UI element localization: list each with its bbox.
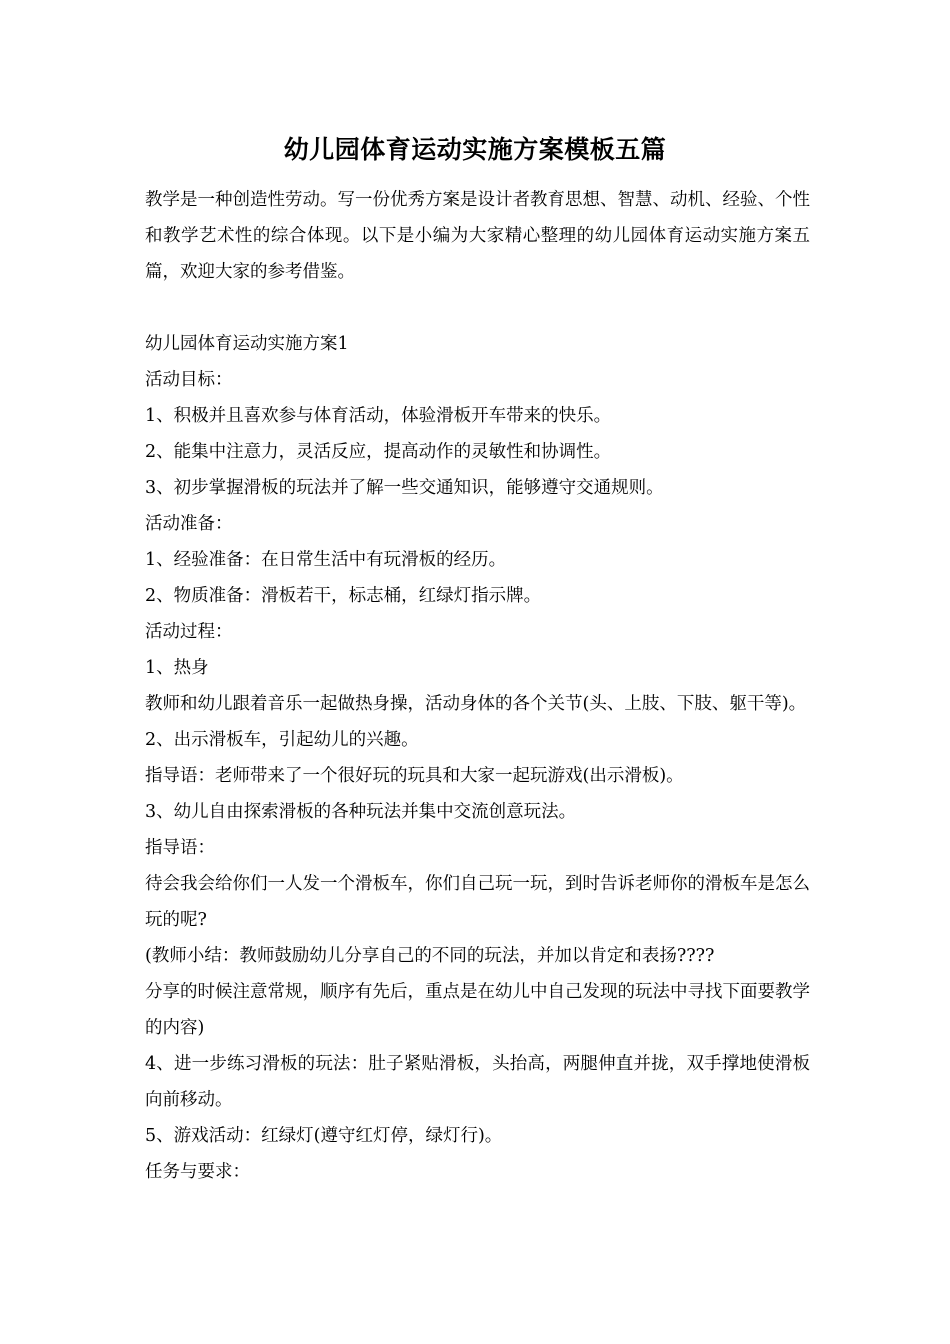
- preparation-item: 2、物质准备：滑板若干，标志桶，红绿灯指示牌。: [145, 586, 542, 606]
- section-heading: 幼儿园体育运动实施方案1: [145, 334, 349, 354]
- preparation-item: 1、经验准备：在日常生活中有玩滑板的经历。: [145, 550, 507, 570]
- label-activity-process: 活动过程：: [145, 622, 233, 642]
- goal-item: 2、能集中注意力，灵活反应，提高动作的灵敏性和协调性。: [145, 442, 612, 462]
- process-step: 2、出示滑板车，引起幼儿的兴趣。: [145, 730, 419, 750]
- teacher-summary: 分享的时候注意常规，顺序有先后，重点是在幼儿中自己发现的玩法中寻找下面要教学的内容): [145, 982, 810, 1038]
- teacher-summary: (教师小结：教师鼓励幼儿分享自己的不同的玩法，并加以肯定和表扬????: [145, 946, 715, 966]
- intro-paragraph: 教学是一种创造性劳动。写一份优秀方案是设计者教育思想、智慧、动机、经验、个性和教学艺术性的综合体现。以下是小编为大家精心整理的幼儿园体育运动实施方案五篇，欢迎大家的参考借鉴。: [145, 190, 810, 282]
- goal-item: 1、积极并且喜欢参与体育活动，体验滑板开车带来的快乐。: [145, 406, 612, 426]
- process-step: 3、幼儿自由探索滑板的各种玩法并集中交流创意玩法。: [145, 802, 577, 822]
- guidance-label: 指导语：: [145, 838, 215, 858]
- intro-section: [145, 182, 810, 290]
- process-step: 5、游戏活动：红绿灯(遵守红灯停，绿灯行)。: [145, 1126, 503, 1146]
- process-step: 4、进一步练习滑板的玩法：肚子紧贴滑板，头抬高，两腿伸直并拢，双手撑地使滑板向前移动。: [145, 1054, 810, 1110]
- process-step: 1、热身: [145, 658, 209, 678]
- goal-item: 3、初步掌握滑板的玩法并了解一些交通知识，能够遵守交通规则。: [145, 478, 664, 498]
- process-text: 教师和幼儿跟着音乐一起做热身操，活动身体的各个关节(头、上肢、下肢、躯干等)。: [145, 694, 807, 714]
- content-section: [145, 326, 810, 1190]
- task-requirements-label: 任务与要求：: [145, 1162, 250, 1182]
- guidance-text: 待会我会给你们一人发一个滑板车，你们自己玩一玩，到时告诉老师你的滑板车是怎么玩的呢?: [145, 874, 810, 930]
- document-title: 幼儿园体育运动实施方案模板五篇: [283, 135, 667, 164]
- label-activity-preparation: 活动准备：: [145, 514, 233, 534]
- guidance-text: 指导语：老师带来了一个很好玩的玩具和大家一起玩游戏(出示滑板)。: [145, 766, 684, 786]
- label-activity-goals: 活动目标：: [145, 370, 233, 390]
